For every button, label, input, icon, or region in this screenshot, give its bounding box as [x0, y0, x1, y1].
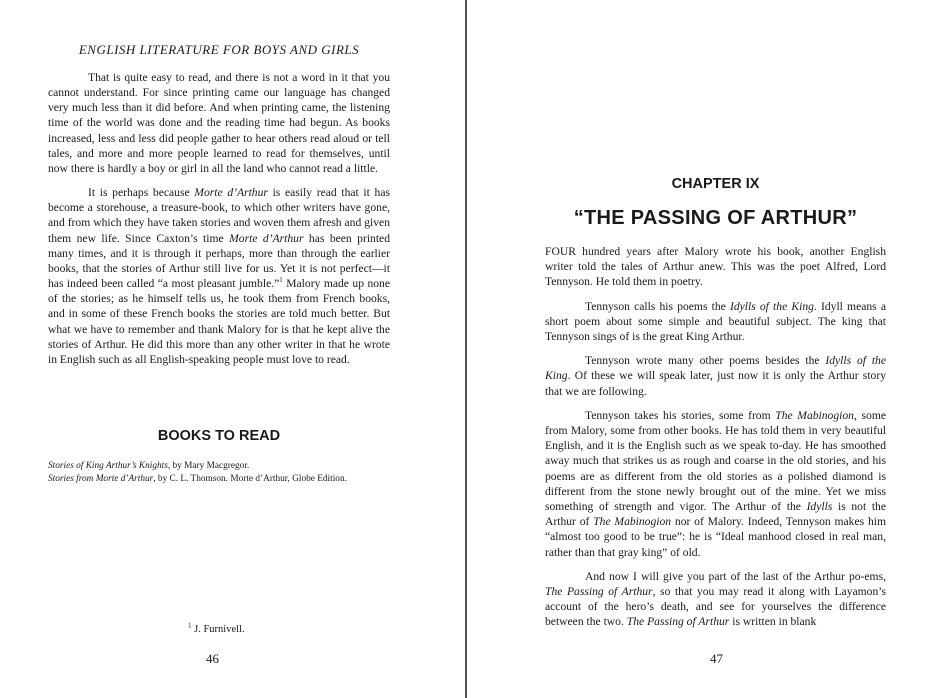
page-number: 46	[206, 651, 219, 666]
chapter-title: “THE PASSING OF ARTHUR”	[573, 207, 858, 229]
books-to-read-heading: BOOKS TO READ	[157, 428, 281, 444]
right-page	[467, 0, 928, 698]
paragraph: FOUR hundred years after Malory wrote his book, another English writer told the tales of Arthur anew. This was the poet Alfred, Lord Tennyson. He told them in poetry.	[545, 245, 886, 289]
paragraph: Tennyson wrote many other poems besides the Idylls of the King. Of these we will speak later, just now it is only the Arthur story that we are following.	[545, 354, 886, 398]
right-body-text	[545, 244, 886, 639]
footnote-reference[interactable]: 1	[279, 276, 283, 285]
paragraph: That is quite easy to read, and there is not a word in it that you cannot understand. For since printing came our language has changed very much less than it did before. And when printing came, the listening time of the world was done and the reading time had begun. As books increased, less and less did people gather to hear others read aloud or tell tales, and more and more people learned to read for themselves, until now there is hardly a boy or girl in all the land who cannot read a little.	[48, 71, 390, 175]
running-head: ENGLISH LITERATURE FOR BOYS AND GIRLS	[78, 42, 360, 57]
list-item: Stories from Morte d’Arthur, by C. L. Thomson. Morte d’Arthur, Globe Edition.	[48, 473, 347, 484]
paragraph: Tennyson calls his poems the Idylls of the King. Idyll means a short poem about some simple and beautiful subject. The king that Tennyson sings of is the great King Arthur.	[545, 299, 886, 344]
paragraph: It is perhaps because Morte d’Arthur is easily read that it has become a storehouse, a treasure-book, to which other writers have gone, and from which they have taken stories and woven them afresh and given them new life. Since Caxton’s time Morte d’Arthur has been printed many times, and it is through it perhaps, more than through the earlier books, that the stories of Arthur still live for us. Yet it is not perfect—it has indeed been called “a most pleasant jumble.”$^1$ Malory made up none of the stories; as he himself tells us, he took them from French books, and in some of these French books the stories are told much better. But what we have to remember and thank Malory for is that he kept alive the stories of Arthur. He did this more than any other writer in that he wrote in English such as all English-speaking people must love to read.	[48, 186, 391, 366]
footnote: $^1$ J. Furnivell.	[188, 621, 245, 635]
reading-list	[48, 460, 408, 485]
list-item: Stories of King Arthur’s Knights, by Mary Macgregor.	[48, 461, 250, 471]
paragraph: And now I will give you part of the last of the Arthur po-ems, The Passing of Arthur, so that you may read it along with Layamon’s account of the hero’s death, and see for yourselves the difference between the two. The Passing of Arthur is written in blank	[545, 569, 886, 629]
left-body-text	[48, 70, 390, 376]
chapter-label: CHAPTER IX	[671, 176, 760, 192]
page-number: 47	[710, 651, 723, 666]
paragraph: Tennyson takes his stories, some from The Mabinogion, some from Malory, some from other books. He has told them in very beautiful English, and it is the English such as we speak to-day. He has smoothed away much that strikes us as rough and coarse in the old stories, and his poems are as different from the old stories as a polished diamond is different from the stone newly brought out of the mine. Yet we miss something of strength and vigor. The Arthur of the Idylls is not the Arthur of The Mabinogion nor of Malory. Indeed, Tennyson makes him “almost too good to be true”: he is “Ideal manhood closed in real man, rather than that gray king” of old.	[545, 408, 886, 559]
